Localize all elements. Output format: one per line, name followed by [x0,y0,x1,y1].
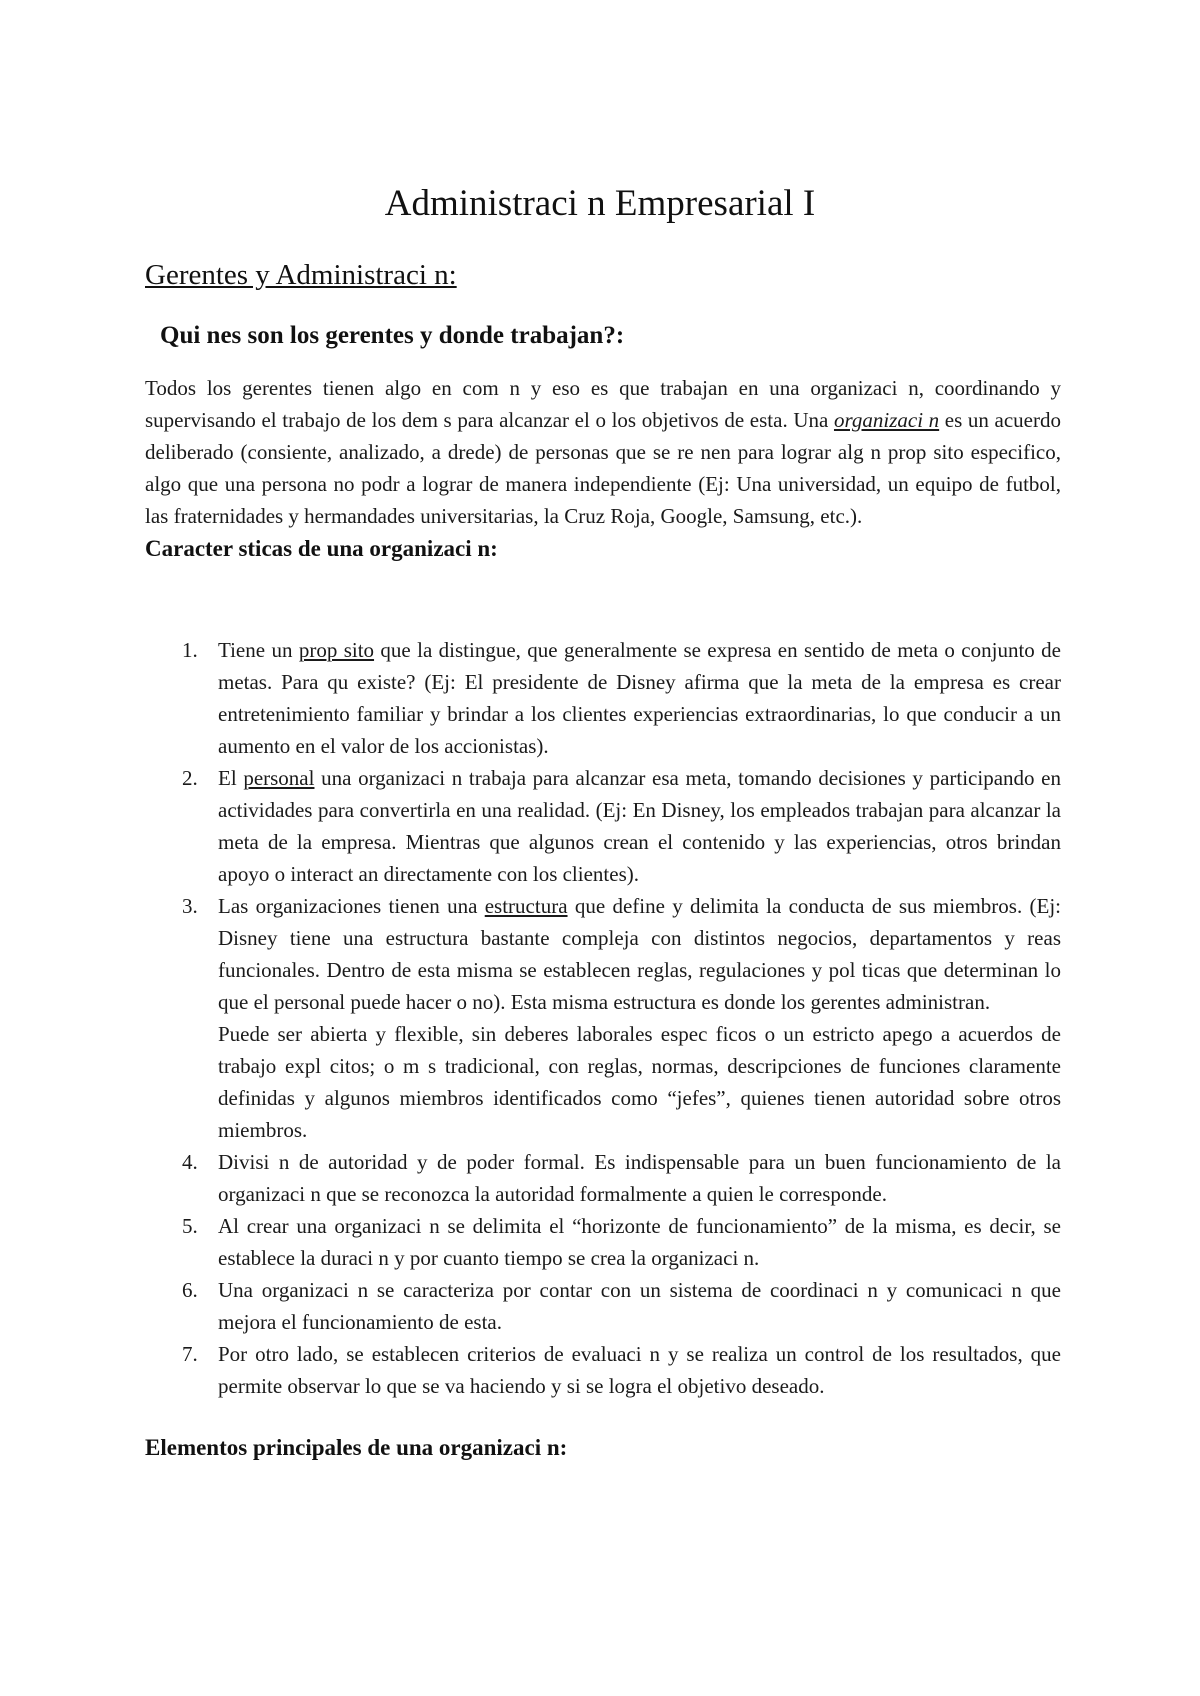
list-item [145,634,1061,762]
list-item [145,890,1061,1146]
list-item-underlined: prop sito [298,638,375,662]
section-heading: Gerentes y Administraci n: [145,259,457,291]
list-item-text-before: Tiene un [218,638,299,662]
list-item-number: 5. [182,1214,198,1238]
document-title: Administraci n Empresarial I [384,183,816,224]
list-item-number: 1. [182,638,198,662]
intro-paragraph [145,372,1061,532]
list-item [145,1338,1061,1402]
list-item-text-before: Las organizaciones tienen una [218,894,485,918]
list-item [145,1210,1061,1274]
list-item-text-before: El [218,766,244,790]
list-item-text: Divisi n de autoridad y de poder formal. Es indispensable para un buen funcionamiento de la organizaci n que se reconozca la autoridad formalmente a quien le corresponde. [218,1150,1061,1206]
list-item-text: Una organizaci n se caracteriza por contar con un sistema de coordinaci n y comunicaci n que mejora el funcionamiento de esta. [218,1278,1061,1334]
list-item-number: 2. [182,766,198,790]
list-item-number: 6. [182,1278,198,1302]
list-item [145,1146,1061,1210]
list-item-text-after: que define y delimita la conducta de sus miembros. (Ej: Disney tiene una estructura bastante compleja con distintos negocios, departamentos y reas funcionales. Dentro de esta misma se establecen reglas, regulaciones y pol ticas que determinan lo que el personal puede hacer o no). Esta misma estructura es donde los gerentes administran. [218,894,1062,1014]
list-item-number: 7. [182,1342,198,1366]
list-item [145,762,1061,890]
characteristics-list [145,634,1061,1402]
list-item-text-after: que la distingue, que generalmente se expresa en sentido de meta o conjunto de metas. Para qu existe? (Ej: El presidente de Disney afirma que la meta de la empresa es crear entretenimiento familiar y brindar a los clientes experiencias extraordinarias, lo que conducir a un aumento en el valor de los accionistas). [218,638,1061,758]
list-item-number: 3. [182,894,198,918]
list-item-underlined: personal [243,766,315,790]
list-item-extra-text: Puede ser abierta y flexible, sin deberes laborales espec ficos o un estricto apego a acuerdos de trabajo expl citos; o m s tradicional, con reglas, normas, descripciones de funciones claramente definidas y algunos miembros identificados como “jefes”, quienes tienen autoridad sobre otros miembros. [218,1022,1061,1142]
intro-text-after: es un acuerdo deliberado (consiente, analizado, a drede) de personas que se re nen para lograr alg n prop sito especifico, algo que una persona no podr a lograr de manera independiente (Ej: Una universidad, un equipo de futbol, las fraternidades y hermandades universitarias, la Cruz Roja, Google, Samsung, etc.). [145,408,1061,528]
list-item-underlined: estructura [484,894,568,918]
list-item [145,1274,1061,1338]
elements-heading: Elementos principales de una organizaci n: [145,1435,568,1460]
list-item-text-after: una organizaci n trabaja para alcanzar esa meta, tomando decisiones y participando en actividades para convertirla en una realidad. (Ej: En Disney, los empleados trabajan para alcanzar la meta de la empresa. Mientras que algunos crean el contenido y las experiencias, otros brindan apoyo o interact an directamente con los clientes). [218,766,1061,886]
list-item-number: 4. [182,1150,198,1174]
subsection-heading: Qui nes son los gerentes y donde trabajan?: [160,322,625,349]
list-item-text: Por otro lado, se establecen criterios de evaluaci n y se realiza un control de los resultados, que permite observar lo que se va haciendo y si se logra el objetivo deseado. [218,1342,1061,1398]
list-item-text: Al crear una organizaci n se delimita el “horizonte de funcionamiento” de la misma, es decir, se establece la duraci n y por cuanto tiempo se crea la organizaci n. [218,1214,1061,1270]
intro-emphasis: organizaci n [833,408,940,432]
intro-text-before: Todos los gerentes tienen algo en com n y eso es que trabajan en una organizaci n, coordinando y supervisando el trabajo de los dem s para alcanzar el o los objetivos de esta. Una [145,376,1061,432]
characteristics-heading: Caracter sticas de una organizaci n: [145,536,498,561]
